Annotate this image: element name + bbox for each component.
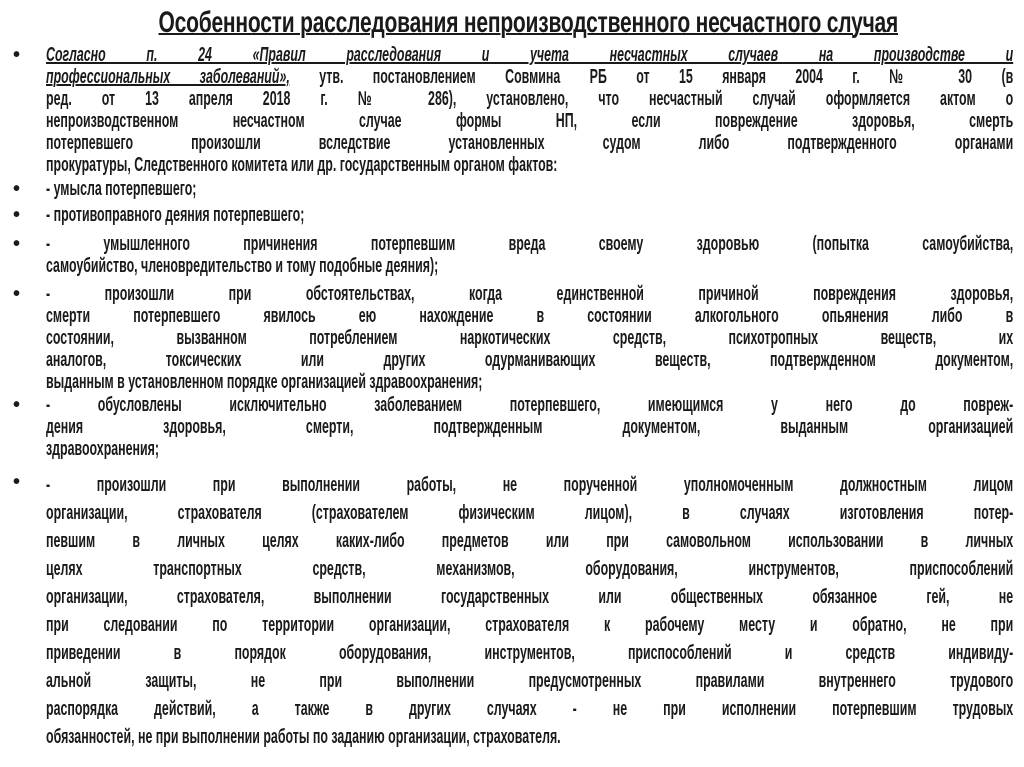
- text-line: [46, 474, 1013, 496]
- text-line: [46, 132, 1013, 154]
- text-segment: обязанностей, не при выполнении работы по заданию организации, страхователя.: [46, 726, 561, 748]
- text-line: [46, 642, 1013, 664]
- text-line: [46, 44, 1013, 66]
- text-line-content: [46, 474, 1013, 496]
- text-line-content: [46, 558, 1013, 580]
- text-segment: - умышленного причинения потерпевшим вреда своему здоровью (попытка самоубийства,: [46, 233, 1014, 255]
- text-line-content: [46, 178, 1013, 200]
- text-segment: приведении в порядок оборудования, инструментов, приспособлений и средств индивиду-: [46, 642, 1014, 664]
- text-line-content: [46, 349, 1013, 371]
- text-line: [46, 416, 1013, 438]
- text-line: [46, 233, 1013, 255]
- text-line-content: [46, 698, 1013, 720]
- text-line-content: [46, 530, 1013, 552]
- text-line: [46, 349, 1013, 371]
- bullet-icon: •: [13, 283, 21, 305]
- text-line: [46, 178, 1013, 200]
- slide-title: [0, 6, 1024, 40]
- text-segment: организации, страхователя, выполнении государственных или общественных обязанное гей, не: [46, 586, 1014, 608]
- text-segment: организации, страхователя (страхователем физическим лицом), в случаях изготовления потер-: [46, 502, 1014, 524]
- text-line-content: [46, 233, 1013, 255]
- text-line: [46, 255, 1013, 277]
- text-line: [46, 371, 1013, 393]
- text-line: [46, 586, 1013, 608]
- text-line-content: [46, 110, 1013, 132]
- text-line: [46, 394, 1013, 416]
- text-line: [46, 204, 1013, 226]
- text-segment: ред. от 13 апреля 2018 г. № 286), установлено, что несчастный случай оформляется актом о: [46, 88, 1014, 110]
- text-line: [46, 154, 1013, 176]
- text-segment: целях транспортных средств, механизмов, оборудования, инструментов, приспособлений: [46, 558, 1014, 580]
- text-segment: утв. постановлением Совмина РБ от 15 января 2004 г. № 30 (в: [289, 66, 1014, 88]
- text-line-content: [46, 438, 1013, 460]
- text-line-content: [46, 88, 1013, 110]
- text-line: [46, 66, 1013, 88]
- text-segment: самоубийство, членовредительство и тому подобные деяния);: [46, 255, 439, 277]
- text-segment: при следовании по территории организации, страхователя к рабочему месту и обратно, не при: [46, 614, 1014, 636]
- text-line: [46, 88, 1013, 110]
- bullet-icon: •: [13, 178, 21, 200]
- bullet-icon: •: [13, 204, 21, 226]
- text-line: [46, 327, 1013, 349]
- text-line-content: [46, 726, 1013, 748]
- text-line-content: [46, 132, 1013, 154]
- bullet-icon: •: [13, 471, 21, 493]
- text-line-content: [46, 66, 1013, 88]
- text-segment: распорядка действий, а также в других случаях - не при исполнении потерпевшим трудовых: [46, 698, 1014, 720]
- text-segment: состоянии, вызванном потреблением наркотических средств, психотропных веществ, их: [46, 327, 1014, 349]
- text-line-content: [46, 614, 1013, 636]
- text-segment: здравоохранения;: [46, 438, 160, 460]
- text-segment: - произошли при обстоятельствах, когда единственной причиной повреждения здоровья,: [46, 283, 1014, 305]
- text-line: [46, 305, 1013, 327]
- text-line-content: [46, 204, 1013, 226]
- text-line-content: [46, 154, 1013, 176]
- text-line-content: [46, 416, 1013, 438]
- text-line: [46, 726, 1013, 748]
- text-line-content: [46, 305, 1013, 327]
- text-line: [46, 670, 1013, 692]
- text-segment: смерти потерпевшего явилось ею нахождение в состоянии алкогольного опьянения либо в: [46, 305, 1014, 327]
- bullet-icon: •: [13, 233, 21, 255]
- text-line: [46, 530, 1013, 552]
- text-segment: альной защиты, не при выполнении предусмотренных правилами внутреннего трудового: [46, 670, 1014, 692]
- text-segment: выданным в установленном порядке организацией здравоохранения;: [46, 371, 483, 393]
- text-line-content: [46, 44, 1013, 66]
- text-segment: непроизводственном несчастном случае формы НП, если повреждение здоровья, смерть: [46, 110, 1014, 132]
- rule-citation: Согласно п. 24 «Правил расследования и учета несчастных случаев на производстве и: [46, 44, 1014, 66]
- text-segment: потерпевшего произошли вследствие установленных судом либо подтвержденного органами: [46, 132, 1014, 154]
- text-segment: - противоправного деяния потерпевшего;: [46, 204, 305, 226]
- bullet-icon: •: [13, 394, 21, 416]
- text-line: [46, 698, 1013, 720]
- text-line: [46, 110, 1013, 132]
- text-line: [46, 558, 1013, 580]
- text-segment: певшим в личных целях каких-либо предметов или при самовольном использовании в личных: [46, 530, 1014, 552]
- text-segment: - обусловлены исключительно заболеванием потерпевшего, имеющимся у него до повреж-: [46, 394, 1014, 416]
- text-segment: аналогов, токсических или других одурманивающих веществ, подтвержденном документом,: [46, 349, 1014, 371]
- text-line: [46, 502, 1013, 524]
- text-line: [46, 614, 1013, 636]
- text-line-content: [46, 502, 1013, 524]
- text-segment: - умысла потерпевшего;: [46, 178, 197, 200]
- text-line-content: [46, 670, 1013, 692]
- text-line-content: [46, 642, 1013, 664]
- text-line-content: [46, 327, 1013, 349]
- slide-title-text: Особенности расследования непроизводственного несчастного случая: [158, 6, 899, 39]
- text-line-content: [46, 255, 1013, 277]
- text-line-content: [46, 586, 1013, 608]
- text-line: [46, 438, 1013, 460]
- bullet-icon: •: [13, 44, 21, 66]
- text-line-content: [46, 283, 1013, 305]
- text-segment: - произошли при выполнении работы, не порученной уполномоченным должностным лицом: [46, 474, 1014, 496]
- rule-citation: профессиональных заболеваний»,: [46, 66, 290, 88]
- text-line-content: [46, 394, 1013, 416]
- text-segment: дения здоровья, смерти, подтвержденным документом, выданным организацией: [46, 416, 1014, 438]
- text-segment: прокуратуры, Следственного комитета или др. государственным органом фактов:: [46, 154, 558, 176]
- text-line-content: [46, 371, 1013, 393]
- text-line: [46, 283, 1013, 305]
